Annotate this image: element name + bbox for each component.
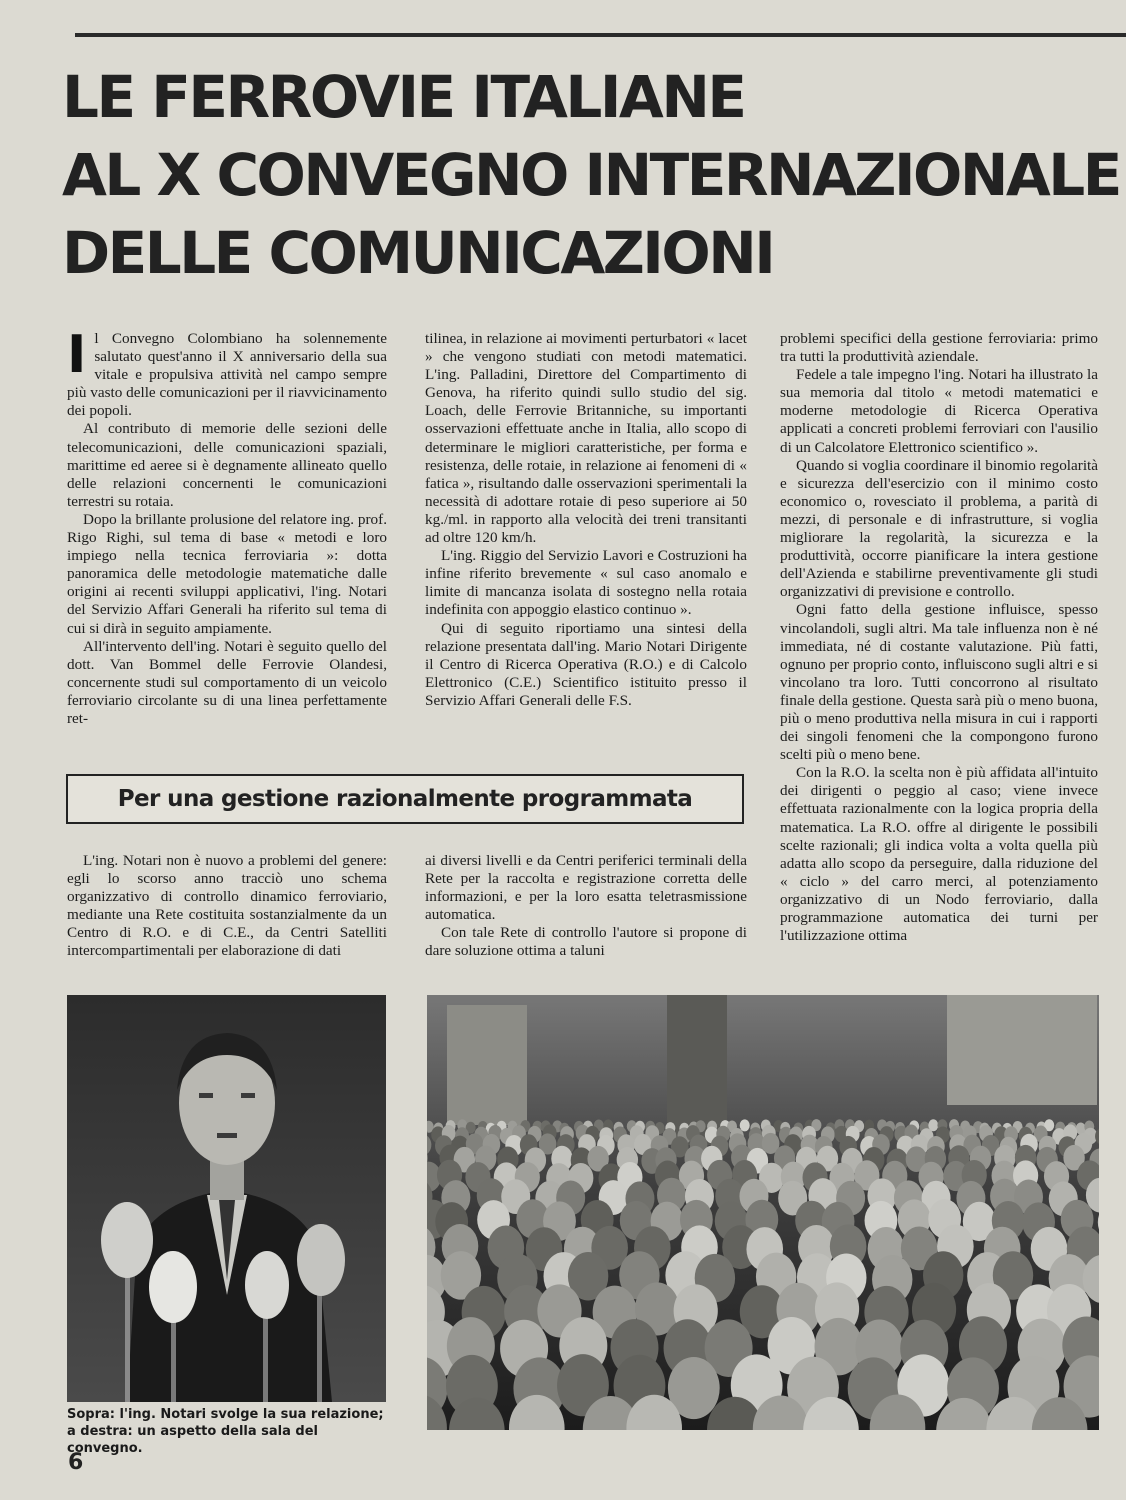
section2-column-1 [67, 852, 387, 961]
speaker-photo [67, 995, 386, 1402]
paragraph: tilinea, in relazione ai movimenti perturbatori « lacet » che vengono studiati con metodi matematici. L'ing. Palladini, Direttore del Compartimento di Genova, ha riferito quindi sullo studio del sig. Loach, delle Ferrovie Britanniche, su importanti osservazioni effettuate anche in Italia, allo scopo di determinare le migliori caratteristiche, per forma e resistenza, delle rotaie, in relazione ai fenomeni di « fatica », risultando dalle osservazioni sperimentali la necessità di adottare rotaie di peso superiore ai 50 kg./ml. in rapporto alla velocità dei treni transitanti ad oltre 120 km/h. [425, 330, 747, 547]
drop-cap: I [67, 325, 87, 385]
audience-head [740, 1119, 750, 1131]
hall-photo [427, 995, 1099, 1430]
paragraph: Al contributo di memorie delle sezioni delle telecomunicazioni, delle comunicazioni spaziali, marittime ed aeree si è degnamente allineato quello delle relazioni concernenti le comunicazioni terrestri su rotaia. [67, 420, 387, 510]
intro-column-2 [425, 330, 747, 710]
headline-line-2: AL X CONVEGNO INTERNAZIONALE [62, 141, 1120, 209]
paragraph: Con la R.O. la scelta non è più affidata all'intuito dei dirigenti o peggio al caso; viene invece effettuata razionalmente con la logica propria della matematica. La R.O. offre al dirigente le possibili scelte razionali; gli indica volta a volta quella più adatta allo scopo da perseguire, dalla riduzione del « ciclo » del carro merci, al potenziamento organizzativo di un Nodo ferroviario, dalla programmazione automatica dei turni per l'utilizzazione ottima [780, 764, 1098, 945]
paragraph: Fedele a tale impegno l'ing. Notari ha illustrato la sua memoria dal titolo « metodi matematici e moderne metodologie di Ricerca Operativa applicati a concreti problemi ferroviari con l'ausilio di un Calcolatore Elettronico scientifico ». [780, 366, 1098, 456]
paragraph: L'ing. Riggio del Servizio Lavori e Costruzioni ha infine riferito brevemente « sul caso anomalo e limite di mancanza isolata di sostegno nella rotaia indefinita con appoggio elastico continuo ». [425, 547, 747, 619]
paragraph: L'ing. Notari non è nuovo a problemi del genere: egli lo scorso anno tracciò uno schema organizzativo di controllo dinamico ferroviario, mediante una Rete costituita sostanzialmente da un Centro di R.O. e di C.E., da Centri Satelliti intercompartimentali per elaborazione di dati [67, 852, 387, 960]
hall-photo-image [427, 995, 1099, 1430]
paragraph: Qui di seguito riportiamo una sintesi della relazione presentata dall'ing. Mario Notari Dirigente il Centro di Ricerca Operativa (R.O.) e di Calcolo Elettronico (C.E.) Scientifico istituito presso il Servizio Affari Generali delle F.S. [425, 619, 747, 709]
speaker-photo-image [67, 995, 386, 1402]
headline-line-3: DELLE COMUNICAZIONI [62, 219, 774, 287]
paragraph: Il Convegno Colombiano ha solennemente salutato quest'anno il X anniversario della sua vitale e propulsiva attività nel campo sempre più vasto delle comunicazioni per il riavvicinamento dei popoli. [67, 325, 387, 420]
photo-caption: Sopra: l'ing. Notari svolge la sua relazione; a destra: un aspetto della sala del convegno. [67, 1407, 384, 1456]
subheading: Per una gestione razionalmente programmata [117, 786, 693, 812]
paragraph: problemi specifici della gestione ferroviaria: primo tra tutti la produttività aziendale. [780, 330, 1098, 366]
intro-column-3 [780, 330, 1098, 945]
section2-column-2 [425, 852, 747, 961]
paragraph: Dopo la brillante prolusione del relatore ing. prof. Rigo Righi, sul tema di base « metodi e loro impiego nella tecnica ferroviaria »: dotta panoramica delle metodologie matematiche dalle origini ai recenti sviluppi applicativi, l'ing. Notari del Servizio Affari Generali ha riferito sul tema di cui si dirà in seguito ampiamente. [67, 510, 387, 637]
page-number: 6 [68, 1450, 84, 1475]
subheading-box [66, 774, 744, 824]
headline-line-1: LE FERROVIE ITALIANE [62, 63, 745, 131]
intro-column-1 [67, 325, 387, 728]
paragraph: ai diversi livelli e da Centri periferici terminali della Rete per la raccolta e registrazione corretta delle informazioni, e per la loro esatta teletrasmissione automatica. [425, 852, 747, 924]
article-headline [62, 58, 1122, 292]
paragraph: Quando si voglia coordinare il binomio regolarità e sicurezza dell'esercizio con il minimo costo economico o, rovesciato il problema, a parità di mezzi, di personale e di infrastrutture, si voglia migliorare la regolarità, la sicurezza e la produttività, occorre pianificare la intera gestione dell'Azienda e stabilirne preventivamente gli studi organizzativi di previsione e controllo. [780, 456, 1098, 601]
top-rule [75, 33, 1126, 37]
paragraph: Ogni fatto della gestione influisce, spesso vincolandoli, sugli altri. Ma tale influenza non è né immediata, né di costante valutazione. Più fatti, ognuno per proprio conto, influiscono sugli altri e si vincolano tra loro. Tutti concorrono al risultato finale della gestione. Questa sarà più o meno buona, più o meno produttiva nella misura in cui i rapporti dei singoli fenomeni che la compongono furono scelti più o meno bene. [780, 601, 1098, 764]
paragraph: All'intervento dell'ing. Notari è seguito quello del dott. Van Bommel delle Ferrovie Olandesi, concernente studi sul comportamento di un veicolo ferroviario circolante su di una linea perfettamente ret- [67, 637, 387, 727]
paragraph: Con tale Rete di controllo l'autore si propone di dare soluzione ottima a taluni [425, 924, 747, 960]
